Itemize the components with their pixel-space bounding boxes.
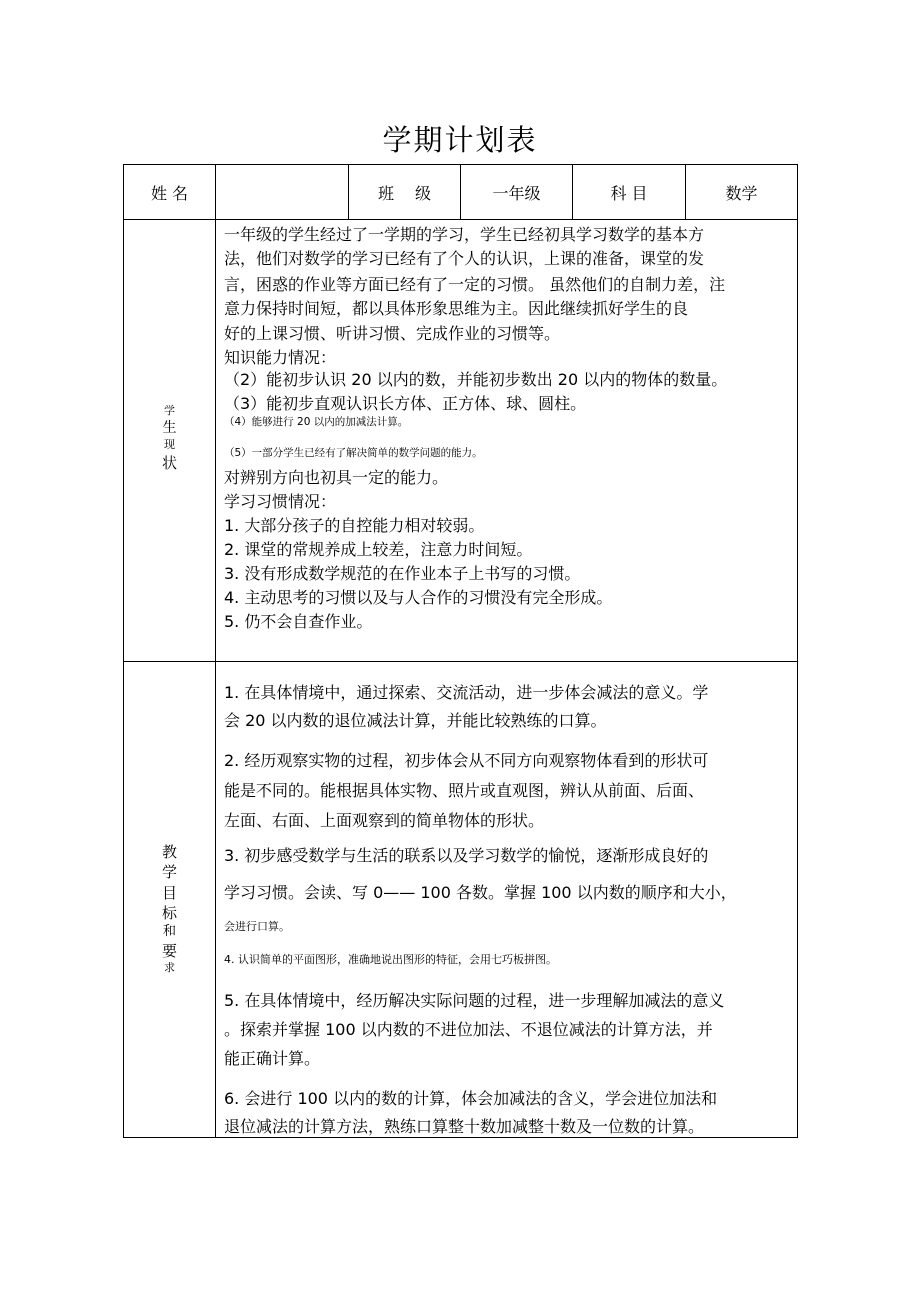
status-line: 5. 仍不会自查作业。 — [224, 612, 373, 631]
status-line: （3）能初步直观认识长方体、正方体、球、圆柱。 — [224, 394, 587, 413]
goals-line: 1. 在具体情境中，通过探索、交流活动，进一步体会减法的意义。学 — [224, 683, 709, 702]
goals-line: 能是不同的。能根据具体实物、照片或直观图，辨认从前面、后面、 — [224, 781, 705, 800]
status-line: 学习习惯情况： — [224, 492, 337, 511]
class-value: 一年级 — [492, 183, 541, 203]
page-title: 学期计划表 — [382, 123, 538, 157]
status-line: 好的上课习惯、听讲习惯、完成作业的习惯等。 — [224, 324, 561, 343]
goals-line: 会进行口算。 — [224, 920, 290, 933]
status-line: 3. 没有形成数学规范的在作业本子上书写的习惯。 — [224, 564, 581, 583]
goals-line: 能正确计算。 — [224, 1049, 321, 1068]
subject-label: 科 目 — [610, 183, 648, 203]
goals-line: 5. 在具体情境中，经历解决实际问题的过程，进一步理解加减法的意义 — [224, 991, 725, 1010]
status-line: 法，他们对数学的学习已经有了个人的认识，上课的准备，课堂的发 — [224, 249, 705, 268]
status-line: 知识能力情况： — [224, 348, 337, 367]
status-line: 言，困惑的作业等方面已经有了一定的习惯。 虽然他们的自制力差，注 — [224, 275, 726, 294]
status-line: 4. 主动思考的习惯以及与人合作的习惯没有完全形成。 — [224, 588, 613, 607]
subject-value: 数学 — [725, 183, 758, 203]
name-label: 姓 名 — [150, 183, 189, 203]
goals-line: 会 20 以内数的退位减法计算，并能比较熟练的口算。 — [224, 711, 607, 730]
goals-line: 。探索并掌握 100 以内数的不进位加法、不退位减法的计算方法，并 — [224, 1020, 713, 1039]
status-line: 一年级的学生经过了一学期的学习，学生已经初具学习数学的基本方 — [224, 225, 705, 244]
goals-line: 3. 初步感受数学与生活的联系以及学习数学的愉悦，逐渐形成良好的 — [224, 846, 709, 865]
status-line: 对辨别方向也初具一定的能力。 — [224, 468, 449, 487]
status-label: 学 生 现 状 — [161, 404, 177, 472]
status-line: 1. 大部分孩子的自控能力相对较弱。 — [224, 516, 485, 535]
goals-line: 退位减法的计算方法，熟练口算整十数加减整十数及一位数的计算。 — [224, 1117, 705, 1136]
goals-line: 2. 经历观察实物的过程，初步体会从不同方向观察物体看到的形状可 — [224, 751, 709, 770]
status-line: 意力保持时间短，都以具体形象思维为主。因此继续抓好学生的良 — [224, 299, 689, 318]
goals-line: 左面、右面、上面观察到的简单物体的形状。 — [224, 811, 545, 830]
status-line: （4）能够进行 20 以内的加减法计算。 — [224, 416, 409, 428]
status-line: 2. 课堂的常规养成上较差，注意力时间短。 — [224, 540, 533, 559]
goals-line: 4. 认识简单的平面图形，准确地说出图形的特征，会用七巧板拼图。 — [224, 953, 557, 966]
status-line: （2）能初步认识 20 以内的数，并能初步数出 20 以内的物体的数量。 — [224, 370, 728, 389]
goals-line: 6. 会进行 100 以内的数的计算，体会加减法的含义，学会进位加法和 — [224, 1089, 718, 1108]
goals-line: 学习习惯。会读、写 0—— 100 各数。掌握 100 以内数的顺序和大小， — [224, 883, 737, 902]
class-label: 班 级 — [377, 183, 432, 203]
name-value[interactable] — [216, 165, 348, 219]
status-line: （5）一部分学生已经有了解决简单的数学问题的能力。 — [224, 447, 483, 459]
goals-label: 教 学 目 标 和 要 求 — [161, 843, 177, 974]
